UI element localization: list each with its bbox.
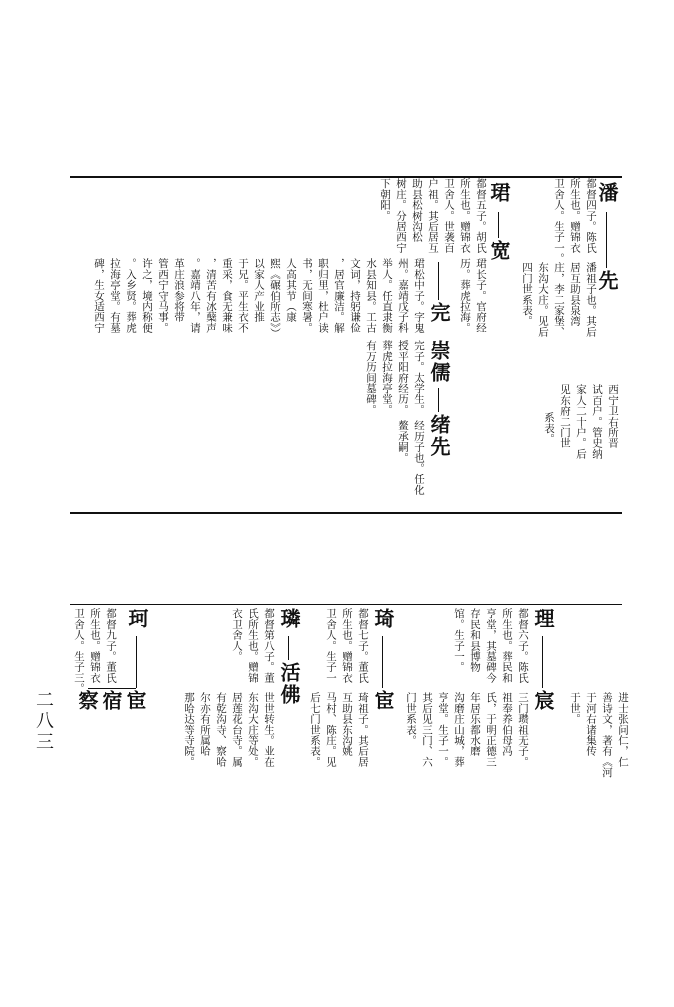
text-xian-3: 庄，李二家堡、 xyxy=(553,262,565,337)
text-chongru-3: 葬虎拉海亭堂。 xyxy=(381,340,393,415)
text-chen-b-3: 于河右诸集传 xyxy=(585,692,597,757)
text-ke-1: 都督九子。董氏 xyxy=(105,608,117,683)
text-wan-9: 人高其节（康 xyxy=(285,258,297,323)
text-chen-6: 亨堂。生子一。 xyxy=(437,692,449,767)
text-wan-4: 水县知县。工古 xyxy=(365,258,377,333)
text-wan-2: 州。嘉靖戊子科 xyxy=(397,258,409,333)
connector-jun-wan xyxy=(438,262,439,300)
text-li-3: 亨堂，其墓碑今 xyxy=(485,608,497,683)
text-huofo-2: 东沟大庄等处。 xyxy=(247,692,259,767)
text-wan-10: 熙《碾伯所志》） xyxy=(269,258,281,339)
name-lin: 璘 xyxy=(277,608,301,630)
text-huan-2: 互助县东沟姚 xyxy=(341,692,353,757)
text-qi-1: 都督七子。董氏 xyxy=(357,608,369,683)
name-ke-son-2: 宿 xyxy=(99,690,123,712)
text-wan-18: 许之，境内称便 xyxy=(141,258,153,333)
text-xian-5: 四门世系表。 xyxy=(521,262,533,327)
text-li-4: 存民和县博物 xyxy=(469,608,481,673)
connector-pan-xian xyxy=(606,212,607,268)
name-huofo: 活佛 xyxy=(277,662,301,706)
name-li: 理 xyxy=(531,608,555,630)
name-xuxian: 绪先 xyxy=(427,414,451,458)
text-chen-4: 年居乐都水磨 xyxy=(469,692,481,757)
name-huan: 宦 xyxy=(371,690,395,712)
text-li-5: 馆。生子一。 xyxy=(453,608,465,673)
text-pan-2: 所生也。赠锦衣 xyxy=(569,178,581,253)
name-qi: 琦 xyxy=(371,608,395,630)
text-xian-b-2: 试百户。管史纳 xyxy=(591,384,603,459)
connector-jun-kuan xyxy=(498,212,499,238)
text-chongru-4: 有万历间墓碑。 xyxy=(365,340,377,415)
text-lin-1: 都督第八子。董 xyxy=(263,608,275,683)
lower-top-rule xyxy=(70,604,622,605)
text-chen-1: 三门瓒祖无子。 xyxy=(517,692,529,767)
connector-ke xyxy=(136,636,137,688)
text-xuxian-2: 鳌承嗣。 xyxy=(397,420,409,463)
text-huan-3: 马村、陈庄。见 xyxy=(325,692,337,767)
text-wan-3: 举人。任直隶衡 xyxy=(381,258,393,333)
text-jun-7: 下朝阳。 xyxy=(379,178,391,221)
text-xian-1: 潘祖子也。其后 xyxy=(585,262,597,337)
text-wan-8: 书，无间寒暑。 xyxy=(301,258,313,333)
connector-lin-huofo xyxy=(288,636,289,660)
text-kuan-1: 珺长子。官府经 xyxy=(475,258,487,333)
connector-li-chen xyxy=(542,636,543,688)
text-xuxian-1: 经历子也。任化 xyxy=(413,420,425,495)
text-chen-2: 祖奉养伯母冯 xyxy=(501,692,513,757)
text-xian-2: 居互助县泉湾 xyxy=(569,262,581,327)
name-kuan: 宽 xyxy=(487,240,511,262)
text-jun-3: 卫舍人。世袭百 xyxy=(443,178,455,253)
connector-ke-branch xyxy=(88,688,136,689)
text-chen-3: 氏，于明正德三 xyxy=(485,692,497,767)
text-qi-2: 所生也。赠锦衣 xyxy=(341,608,353,683)
text-wan-12: 于兄。平生衣不 xyxy=(237,258,249,333)
text-huan-1: 琦祖子。其后居 xyxy=(357,692,369,767)
text-li-1: 都督六子。陈氏 xyxy=(517,608,529,683)
connector-chongru-xuxian xyxy=(438,388,439,412)
text-wan-17: 管西宁守马事。 xyxy=(157,258,169,333)
text-wan-19: 。入乡贤。葬虎 xyxy=(125,258,137,333)
text-ke-3: 卫舍人。生子三。 xyxy=(73,608,85,694)
text-wan-7: 职归里，杜户读 xyxy=(317,258,329,333)
text-li-2: 所生也。葬民和 xyxy=(501,608,513,683)
text-huofo-4: 有乾沟寺、察哈 xyxy=(215,692,227,767)
name-ke-son-1: 宦 xyxy=(123,690,147,712)
text-xian-b-4: 见东府二门世 xyxy=(559,384,571,449)
page-number: 二八三 xyxy=(33,690,54,753)
text-chen-8: 门世系表。 xyxy=(405,692,417,746)
text-wan-6: ，居官廉洁。解 xyxy=(333,258,345,333)
text-ke-2: 所生也。赠锦衣 xyxy=(89,608,101,683)
text-xian-4: 东沟大庄。见后 xyxy=(537,262,549,337)
text-kuan-2: 历。葬虎拉海。 xyxy=(459,258,471,333)
text-huofo-1: 世世转生。业在 xyxy=(263,692,275,767)
text-xian-b-3: 家人二十户。后 xyxy=(575,384,587,459)
text-qi-3: 卫舍人。生子一 xyxy=(325,608,337,683)
text-lin-3: 衣卫舍人。 xyxy=(231,608,243,662)
text-xian-b-5: 系表。 xyxy=(543,412,555,445)
name-ke-son-3: 察 xyxy=(75,690,99,712)
name-xian: 先 xyxy=(595,270,619,292)
text-chen-b-4: 于世。 xyxy=(569,692,581,725)
text-huofo-6: 那哈达等寺院。 xyxy=(183,692,195,767)
text-wan-14: ，清苦有冰蘖声 xyxy=(205,258,217,333)
text-xian-b-1: 西宁卫右所晋 xyxy=(607,384,619,449)
name-jun: 珺 xyxy=(487,182,511,204)
text-pan-3: 卫舍人。生子一。 xyxy=(553,178,565,264)
text-wan-15: 。嘉靖八年，请 xyxy=(189,258,201,333)
text-chen-7: 其后见三门、六 xyxy=(421,692,433,767)
text-jun-6: 树庄。分居西宁 xyxy=(395,178,407,253)
text-jun-2: 所生也。赠锦衣 xyxy=(459,178,471,253)
text-chen-b-2: 善诗文，著有《河 xyxy=(601,692,613,778)
text-lin-2: 氏所生也。赠锦 xyxy=(247,608,259,683)
text-wan-13: 重采，食无兼味 xyxy=(221,258,233,333)
text-huofo-3: 居莲花台寺。属 xyxy=(231,692,243,767)
text-wan-20: 拉海亭堂。有墓 xyxy=(109,258,121,333)
name-wan: 完 xyxy=(427,302,451,324)
text-chen-b-1: 进士张问仁，仁 xyxy=(617,692,629,767)
text-huofo-5: 尔亦有所属哈 xyxy=(199,692,211,757)
text-wan-21: 碑，生女适西宁 xyxy=(93,258,105,333)
text-wan-16: 革庄浪参将带 xyxy=(173,258,185,323)
name-chen: 宸 xyxy=(531,690,555,712)
upper-bottom-rule xyxy=(70,512,622,514)
connector-qi-huan xyxy=(382,636,383,688)
text-huan-4: 后七门世系表。 xyxy=(309,692,321,767)
text-wan-5: 文词，持躬谦俭 xyxy=(349,258,361,333)
text-jun-4: 户祖。其后居互 xyxy=(427,178,439,253)
text-wan-11: 以家人产业推 xyxy=(253,258,265,323)
name-chongru: 崇儒 xyxy=(427,340,451,384)
text-chongru-2: 授平阳府经历。 xyxy=(397,340,409,415)
text-wan-1: 珺松中子。字鬼 xyxy=(413,258,425,333)
text-jun-5: 助县松树沟松 xyxy=(411,178,423,243)
text-pan-1: 都督四子。陈氏 xyxy=(585,178,597,253)
text-jun-1: 都督五子。胡氏 xyxy=(475,178,487,253)
upper-top-rule xyxy=(70,176,622,178)
text-chen-5: 沟磨庄山城，葬 xyxy=(453,692,465,767)
name-ke: 珂 xyxy=(125,608,149,630)
text-chongru-1: 完子。太学生。 xyxy=(413,340,425,415)
name-pan: 潘 xyxy=(595,182,619,204)
